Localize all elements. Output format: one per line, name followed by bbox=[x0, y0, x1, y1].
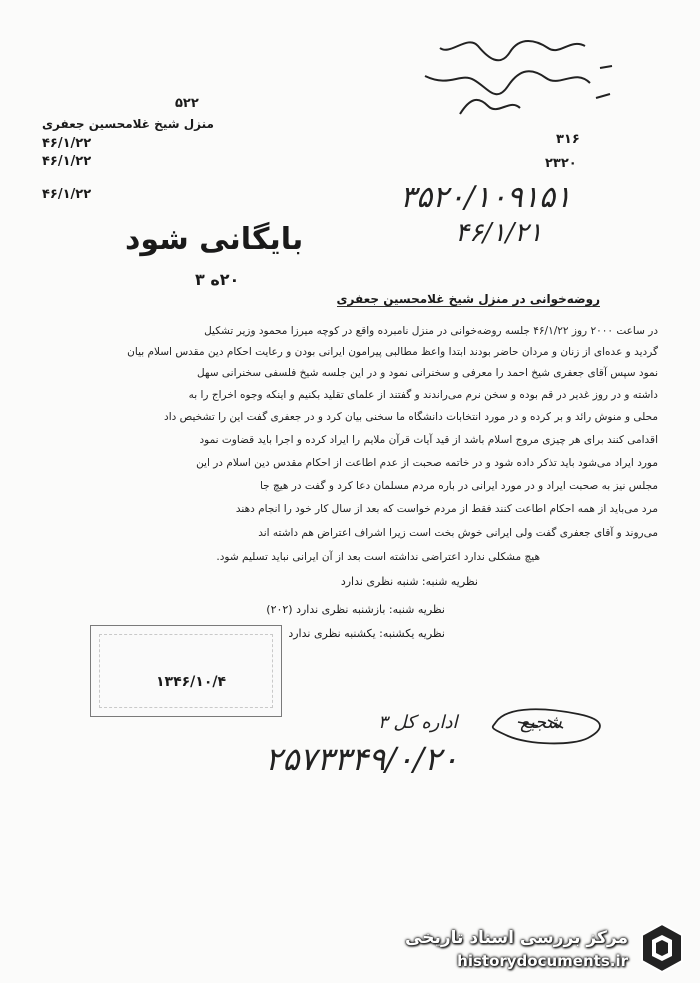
signature-2: اداره کل ۳ bbox=[378, 712, 458, 733]
footer-watermark bbox=[400, 910, 700, 983]
note-line: نظریه شنبه: شنبه نظری ندارد bbox=[340, 575, 478, 588]
archive-sub: ۲۰ه ۳ bbox=[195, 270, 240, 289]
owner-line: منزل شیخ‌ غلامحسین جعفری bbox=[42, 117, 214, 131]
ref-number-right-1: ۳۱۶ bbox=[556, 132, 580, 147]
header-date-2: ۴۶/۱/۲۲ bbox=[42, 154, 92, 169]
handwritten-date: ۴۶/۱/۲۱ bbox=[455, 218, 543, 248]
footer-brand: مرکز بررسی اسناد تاریخی bbox=[405, 928, 628, 948]
stamp-inner bbox=[99, 634, 273, 708]
footer-url: historydocuments.ir bbox=[457, 952, 628, 970]
body-line: مجلس نیز به صحبت ایراد و در مورد ایرانی در باره مردم مسلمان دعا کرد و گفت در هیچ جا bbox=[259, 480, 658, 492]
body-line: اقدامی کنند برای هر چیزی مروج اسلام باشد از قید آیات قرآن ملایم را ایراد کرده و اجرا باید قضاوت نمود bbox=[199, 434, 658, 446]
note-line: نظریه شنبه: بازشنبه نظری ندارد (۲۰۲) bbox=[266, 603, 445, 616]
note-line: نظریه یکشنبه: یکشنبه نظری ندارد bbox=[288, 627, 445, 640]
body-line: داشته و در روز غدیر در قم بوده و سخن نرم می‌راندند و گفتند از علمای تقلید بکنیم و اینکه وجوه اخراج را به bbox=[188, 389, 658, 401]
stamp-date: ۱۳۴۶/۱۰/۴ bbox=[156, 674, 227, 690]
archive-note: بایگانی شود bbox=[125, 222, 304, 257]
body-line: می‌روند و آقای جعفری گفت ولی ایرانی خوش بخت است زیرا اشراف اعتراض هم داشته اند bbox=[258, 527, 658, 539]
stamp-box bbox=[90, 625, 282, 717]
body-line: مرد می‌باید از همه احکام اطاعت کنند فقط از مردم خواست که بعد از سال کار خود را انجام دهند bbox=[235, 503, 658, 515]
body-line: محلی و منوش رائد و بر کرده و در مورد انتخابات دانشگاه ما سخنی بیان کرد و در جعفری گفت این را تشخیص داد bbox=[164, 411, 658, 423]
ref-number-top-left: ۵۲۲ bbox=[175, 96, 199, 111]
header-date-1: ۴۶/۱/۲۲ bbox=[42, 136, 92, 151]
body-line: گردید و عده‌ای از زنان و مردان حاضر بودند ابتدا واعظ مطالبی پیرامون ایرانی بودن و رعایت احکام دین مقدس اسلام بیان bbox=[127, 346, 658, 358]
body-line: در ساعت ۲۰۰۰ روز ۴۶/۱/۲۲ جلسه روضه‌خوانی در منزل نامبرده واقع در کوچه میرزا محمود وزیر تشکیل bbox=[204, 325, 658, 337]
ref-number-right-2: ۲۳۲۰ bbox=[545, 156, 577, 171]
archive-logo-icon bbox=[638, 922, 686, 974]
body-line: هیچ مشکلی ندارد اعتراضی نداشته است بعد از آن ایرانی نباید تسلیم شود. bbox=[216, 551, 540, 563]
header-date-3: ۴۶/۱/۲۲ bbox=[42, 187, 92, 202]
bottom-handwritten-number: ۲۵۷۳۳۴۹/۰/۲۰ bbox=[265, 740, 459, 778]
body-line: نمود سپس آقای جعفری شیخ احمد را معرفی و سخنرانی نمود و در این جلسه شیخ فلسفی سخنرانی سهل bbox=[196, 367, 658, 379]
handwritten-number: ۳۵۲۰/۱۰۹۱۵۱ bbox=[400, 180, 572, 215]
body-line: مورد ایراد می‌شود باید تذکر داده شود و در خاتمه صحبت از عدم اطاعت از احکام مقدس دین اسلام در این bbox=[196, 457, 658, 469]
subject-line: روضه‌خوانی در منزل شیخ غلامحسین جعفری bbox=[336, 292, 600, 306]
signature-1: شجیع bbox=[520, 712, 562, 733]
handwritten-annotation-top-right bbox=[370, 28, 630, 133]
